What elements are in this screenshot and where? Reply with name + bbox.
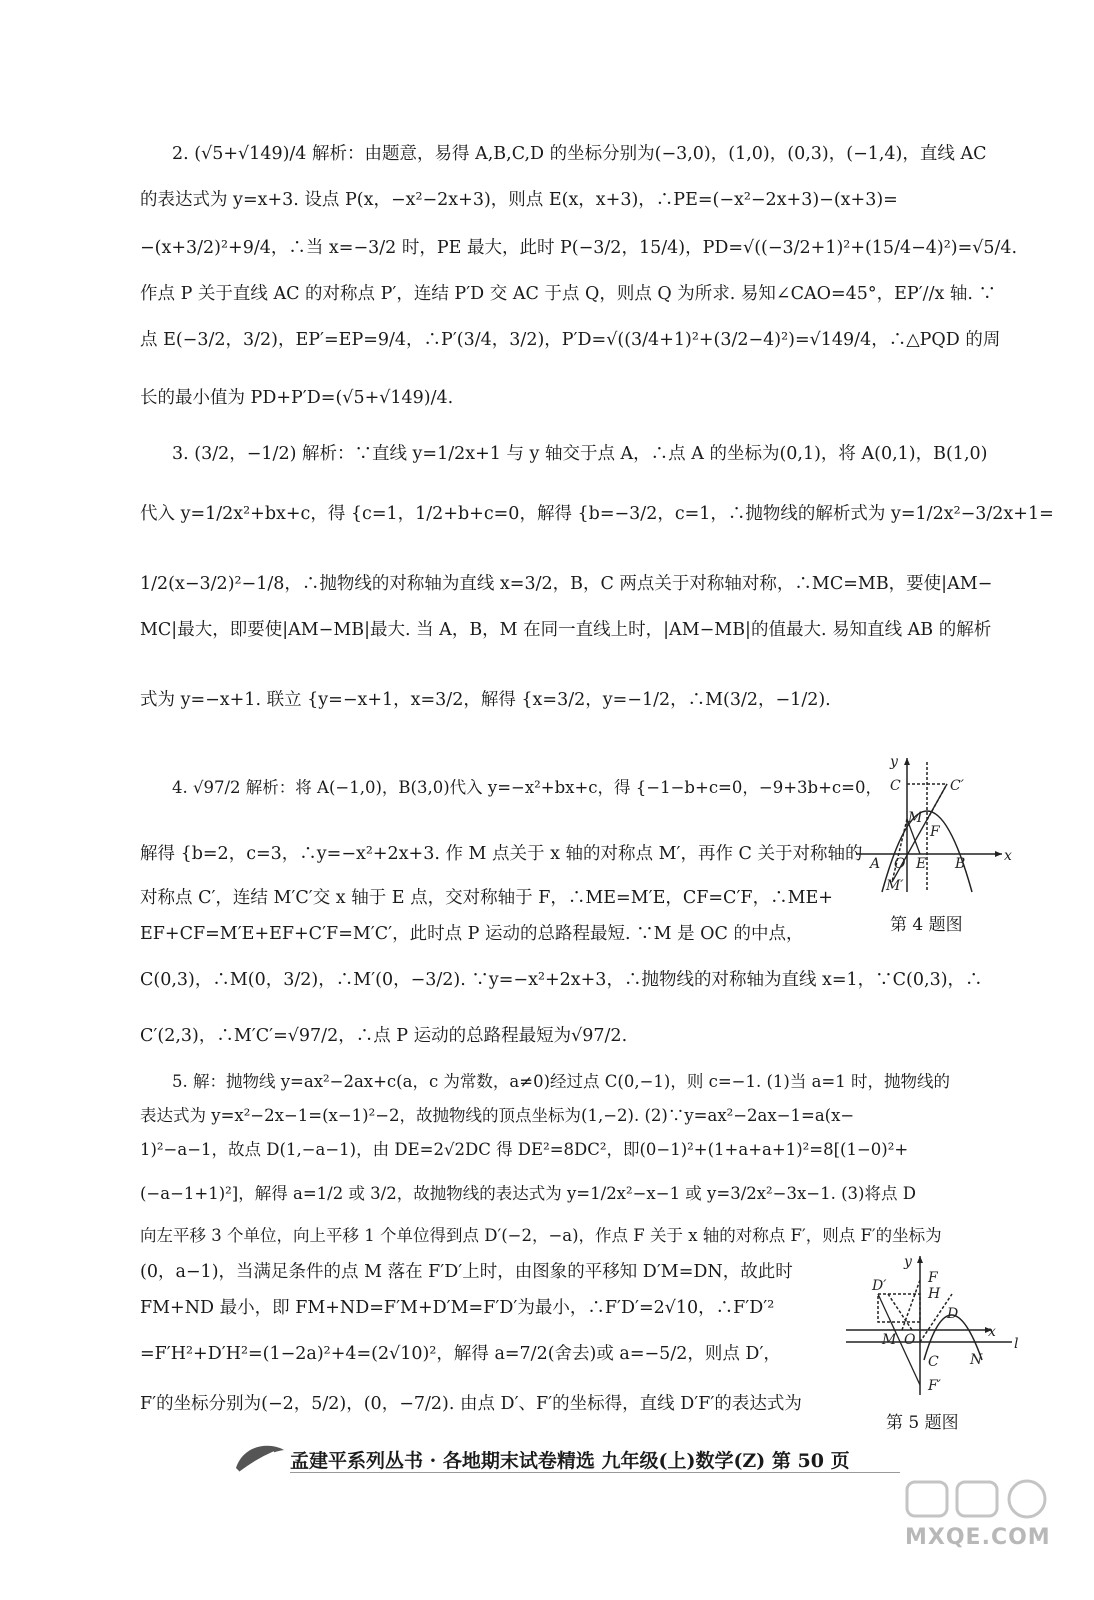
p2-line-1: 2. (√5+√149)/4 解析：由题意，易得 A,B,C,D 的坐标分别为(−3,0)，(1,0)，(0,3)，(−1,4)，直线 AC [172,144,987,164]
figure-4-graph [852,752,1022,902]
p4-line-3: 对称点 C′，连结 M′C′交 x 轴于 E 点，交对称轴于 F，∴ME=M′E，CF=C′F，∴ME+ [140,888,833,908]
fig5-label-d: D [947,1306,959,1322]
footer-rule [290,1472,900,1473]
fig5-label-o: O [904,1332,916,1348]
p3-line-5: 式为 y=−x+1. 联立 {y=−x+1，x=3/2，解得 {x=3/2，y=−1/2，∴M(3/2，−1/2). [140,690,831,710]
fig4-label-y: y [890,754,898,770]
fig5-label-l: l [1014,1336,1019,1352]
figure-5-caption: 第 5 题图 [886,1413,959,1433]
fig5-label-f: F [928,1270,938,1286]
p4-line-4: EF+CF=M′E+EF+C′F=M′C′，此时点 P 运动的总路程最短. ∵M 是 OC 的中点， [140,924,804,944]
fig4-label-c: C [890,778,901,794]
p4-line-1: 4. √97/2 解析：将 A(−1,0)，B(3,0)代入 y=−x²+bx+c，得 {−1−b+c=0，−9+3b+c=0， [172,778,882,797]
fig5-label-n: N [970,1352,983,1368]
p5-line-3: 1)²−a−1，故点 D(1,−a−1)，由 DE=2√2DC 得 DE²=8DC²，即(0−1)²+(1+a+a+1)²=8[(1−0)²+ [140,1140,909,1159]
fig5-label-y: y [904,1254,912,1270]
fig4-label-o: O [894,856,906,872]
p3-line-3: 1/2(x−3/2)²−1/8，∴抛物线的对称轴为直线 x=3/2，B，C 两点关于对称轴对称，∴MC=MB，要使|AM− [140,574,993,594]
page-footer [230,1438,910,1478]
p4-line-2: 解得 {b=2，c=3，∴y=−x²+2x+3. 作 M 点关于 x 轴的对称点 M′，再作 C 关于对称轴的 [140,844,863,864]
watermark-logo [905,1478,1055,1520]
p5-line-8: =F′H²+D′H²=(1−2a)²+4=(2√10)²，解得 a=7/2(舍去)或 a=−5/2，则点 D′， [140,1344,781,1364]
fig5-label-h: H [928,1286,941,1302]
p2-line-3: −(x+3/2)²+9/4，∴当 x=−3/2 时，PE 最大，此时 P(−3/2，15/4)，PD=√((−3/2+1)²+(15/4−4)²)=√5/4. [140,238,1018,258]
fig5-label-x: x [988,1324,996,1340]
footer-leaf-icon [230,1438,290,1478]
fig4-label-f: F [930,824,940,840]
p5-line-9: F′的坐标分别为(−2，5/2)，(0，−7/2). 由点 D′、F′的坐标得，直线 D′F′的表达式为 [140,1394,802,1414]
fig5-label-f-prime: F′ [928,1378,941,1394]
fig4-label-c-prime: C′ [950,778,964,794]
p3-line-2: 代入 y=1/2x²+bx+c，得 {c=1，1/2+b+c=0，解得 {b=−3/2，c=1，∴抛物线的解析式为 y=1/2x²−3/2x+1= [140,504,1054,524]
p5-line-6: (0，a−1)，当满足条件的点 M 落在 F′D′上时，由图象的平移知 D′M=DN，故此时 [140,1262,793,1282]
fig5-label-d-prime: D′ [872,1278,887,1294]
p5-line-1: 5. 解：抛物线 y=ax²−2ax+c(a，c 为常数，a≠0)经过点 C(0,−1)，则 c=−1. (1)当 a=1 时，抛物线的 [172,1072,950,1091]
fig5-label-m: M [882,1332,897,1348]
p2-line-5: 点 E(−3/2，3/2)，EP′=EP=9/4，∴P′(3/4，3/2)，P′D=√((3/4+1)²+(3/2−4)²)=√149/4，∴△PQD 的周 [140,330,1001,350]
fig4-label-m: M [908,810,923,826]
fig4-label-a: A [870,856,881,872]
p5-line-5: 向左平移 3 个单位，向上平移 1 个单位得到点 D′(−2，−a)，作点 F 关于 x 轴的对称点 F′，则点 F′的坐标为 [140,1226,942,1245]
p3-line-1: 3. (3/2，−1/2) 解析：∵直线 y=1/2x+1 与 y 轴交于点 A，∴点 A 的坐标为(0,1)，将 A(0,1)，B(1,0) [172,444,988,464]
p5-line-2: 表达式为 y=x²−2x−1=(x−1)²−2，故抛物线的顶点坐标为(1,−2). (2)∵y=ax²−2ax−1=a(x− [140,1106,855,1125]
figure-4-caption: 第 4 题图 [890,915,963,935]
p4-line-6: C′(2,3)，∴M′C′=√97/2，∴点 P 运动的总路程最短为√97/2. [140,1026,628,1046]
watermark-text: MXQE.COM [905,1525,1051,1550]
fig5-label-c: C [928,1354,939,1370]
fig4-label-b: B [955,856,966,872]
footer-text: 孟建平系列丛书 · 各地期末试卷精选 九年级(上)数学(Z) 第 50 页 [290,1450,850,1472]
p2-line-6: 长的最小值为 PD+P′D=(√5+√149)/4. [140,388,454,408]
p5-line-7: FM+ND 最小，即 FM+ND=F′M+D′M=F′D′为最小，∴F′D′=2√10，∴F′D′² [140,1298,775,1318]
p5-line-4: (−a−1+1)²]，解得 a=1/2 或 3/2，故抛物线的表达式为 y=1/2x²−x−1 或 y=3/2x²−3x−1. (3)将点 D [140,1184,916,1203]
figure-5-graph [842,1250,1027,1400]
fig4-label-e: E [916,856,927,872]
p3-line-4: MC|最大，即要使|AM−MB|最大. 当 A，B，M 在同一直线上时，|AM−MB|的值最大. 易知直线 AB 的解析 [140,620,992,640]
p2-line-2: 的表达式为 y=x+3. 设点 P(x，−x²−2x+3)，则点 E(x，x+3)，∴PE=(−x²−2x+3)−(x+3)= [140,190,898,210]
p4-line-5: C(0,3)，∴M(0，3/2)，∴M′(0，−3/2). ∵y=−x²+2x+3，∴抛物线的对称轴为直线 x=1，∵C(0,3)，∴ [140,970,983,990]
fig4-label-m-prime: M′ [886,878,904,894]
p2-line-4: 作点 P 关于直线 AC 的对称点 P′，连结 P′D 交 AC 于点 Q，则点 Q 为所求. 易知∠CAO=45°，EP′//x 轴. ∵ [140,284,997,304]
fig4-label-x: x [1004,848,1012,864]
